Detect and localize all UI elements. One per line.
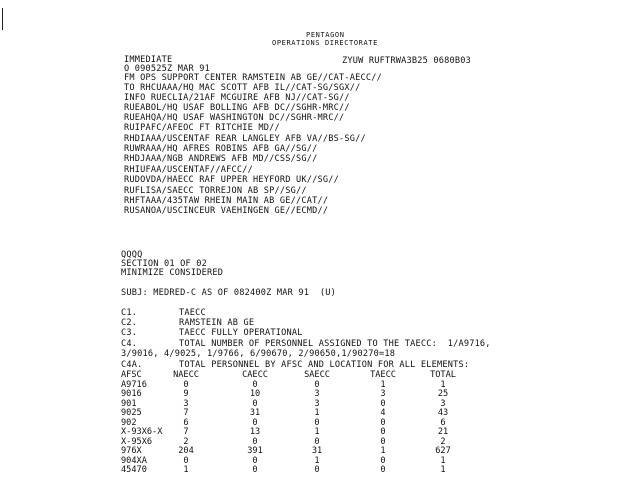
table-cell: 0	[252, 379, 258, 390]
table-cell: 627	[435, 446, 451, 456]
address-line: RUIPAFC/AFEOC FT RITCHIE MD//	[124, 123, 280, 133]
table-cell: 0	[380, 465, 386, 475]
address-line: RUSANOA/USCINCEUR VAEHINGEN GE//ECMD//	[124, 206, 329, 216]
table-header-cell: TAECC	[370, 370, 396, 380]
table-cell: 901	[121, 398, 137, 409]
table-cell: 0	[252, 417, 258, 428]
table-cell: 2	[440, 436, 446, 447]
table-cell: A9716	[121, 379, 147, 390]
table-row	[121, 457, 541, 465]
address-line: INFO RUECLIA/21AF MCGUIRE AFB NJ//CAT-SG//	[124, 93, 350, 103]
address-line: TO RHCUAAA/HQ MAC SCOTT AFB IL//CAT-SG/SGX//	[124, 83, 361, 93]
address-line: RHFTAAA/435TAW RHEIN MAIN AB GE//CAT//	[124, 196, 329, 206]
table-cell: 3	[314, 398, 320, 409]
table-row	[121, 466, 541, 474]
table-cell: 0	[252, 398, 258, 409]
table-cell: X-95X6	[121, 436, 153, 447]
table-cell: 0	[380, 427, 386, 437]
item-text-continued: 3/9016, 4/9025, 1/9766, 6/90670, 2/90650,1/90270=18	[121, 349, 396, 359]
table-cell: 2	[183, 436, 189, 447]
table-row	[121, 428, 541, 436]
table-cell: 6	[440, 417, 446, 428]
table-header-cell: SAECC	[304, 370, 330, 380]
table-cell: 31	[311, 446, 323, 456]
table-cell: 0	[380, 398, 386, 409]
routing-line: ZYUW RUFTRWA3B25 0680B03	[342, 56, 471, 66]
table-cell: 1	[440, 379, 446, 390]
table-cell: 0	[314, 465, 320, 475]
item-code: C4A.	[121, 360, 143, 370]
address-line: RUWRAAA/HQ AFRES ROBINS AFB GA//SG//	[124, 144, 318, 154]
directorate-name: OPERATIONS DIRECTORATE	[272, 39, 378, 47]
address-line: RHDIAAA/USCENTAF REAR LANGLEY AFB VA//BS-SG//	[124, 134, 366, 144]
table-cell: 0	[183, 379, 189, 390]
address-line: RUEABOL/HQ USAF BOLLING AFB DC//SGHR-MRC//	[124, 103, 350, 113]
table-cell: 902	[121, 417, 137, 428]
address-line: FM OPS SUPPORT CENTER RAMSTEIN AB GE//CAT-AECC//	[124, 73, 382, 83]
table-cell: 904XA	[121, 455, 147, 466]
table-cell: 391	[247, 446, 263, 456]
table-cell: 9025	[121, 408, 142, 418]
table-cell: 1	[314, 408, 320, 418]
table-header-row	[121, 371, 541, 379]
section-line: SECTION 01 OF 02	[121, 259, 207, 269]
table-header-cell: NAECC	[173, 370, 199, 380]
table-cell: 1	[380, 446, 386, 456]
table-row	[121, 447, 541, 455]
item-code: C2.	[121, 318, 138, 328]
item-text: TAECC	[179, 308, 206, 318]
table-cell: 3	[314, 389, 320, 399]
table-cell: 3	[440, 398, 446, 409]
table-cell: 7	[183, 408, 189, 418]
table-cell: 6	[183, 417, 189, 428]
item-code: C1.	[121, 308, 138, 318]
table-cell: 45470	[121, 465, 147, 475]
item-code: C3.	[121, 328, 138, 338]
table-cell: 0	[252, 436, 258, 447]
table-row	[121, 381, 541, 389]
table-cell: 31	[249, 408, 261, 418]
item-text: RAMSTEIN AB GE	[179, 318, 255, 328]
item-text: TOTAL NUMBER OF PERSONNEL ASSIGNED TO THE TAECC: 1/A9716,	[179, 339, 491, 349]
table-cell: 9	[183, 389, 189, 399]
table-cell: 1	[440, 465, 446, 475]
item-code: C4.	[121, 339, 138, 349]
table-cell: 1	[440, 455, 446, 466]
table-cell: 0	[380, 455, 386, 466]
address-line: RUFLISA/SAECC TORREJON AB SP//SG//	[124, 186, 307, 196]
agency-name: PENTAGON	[306, 31, 345, 39]
table-cell: 0	[183, 455, 189, 466]
precedence: IMMEDIATE	[124, 55, 173, 65]
table-cell: 0	[314, 379, 320, 390]
address-line: RUEAHQA/HQ USAF WASHINGTON DC//SGHR-MRC//	[124, 113, 345, 123]
table-cell: 21	[437, 427, 449, 437]
table-cell: 9016	[121, 389, 142, 399]
item-text: TOTAL PERSONNEL BY AFSC AND LOCATION FOR ALL ELEMENTS:	[179, 360, 470, 370]
item-text: TAECC FULLY OPERATIONAL	[179, 328, 303, 338]
address-line: RHDJAAA/NGB ANDREWS AFB MD//CSS/SG//	[124, 154, 318, 164]
break-marker: QQQQ	[121, 250, 143, 260]
table-cell: 10	[249, 389, 261, 399]
table-cell: 3	[183, 398, 189, 409]
table-cell: 976X	[121, 446, 142, 456]
table-cell: X-93X6-X	[121, 427, 163, 437]
table-header-cell: CAECC	[242, 370, 268, 380]
scan-edge-mark	[2, 8, 3, 30]
table-cell: 0	[252, 455, 258, 466]
table-header-cell: AFSC	[121, 370, 142, 380]
table-cell: 0	[380, 417, 386, 428]
table-cell: 204	[178, 446, 194, 456]
table-cell: 0	[252, 465, 258, 475]
subject-line: SUBJ: MEDRED-C AS OF 082400Z MAR 91 (U)	[121, 288, 336, 298]
table-cell: 1	[314, 427, 320, 437]
table-cell: 13	[249, 427, 261, 437]
table-row	[121, 438, 541, 446]
address-line: RUDOVDA/HAECC RAF UPPER HEYFORD UK//SG//	[124, 175, 339, 185]
table-row	[121, 390, 541, 398]
date-time-group: O 090525Z MAR 91	[124, 64, 210, 74]
table-cell: 7	[183, 427, 189, 437]
table-cell: 1	[183, 465, 189, 475]
address-line: RHIUFAA/USCENTAF//AFCC//	[124, 165, 253, 175]
table-header-cell: TOTAL	[430, 370, 456, 380]
table-cell: 43	[437, 408, 449, 418]
table-cell: 25	[437, 389, 449, 399]
table-cell: 0	[314, 417, 320, 428]
table-row	[121, 400, 541, 408]
minimize-line: MINIMIZE CONSIDERED	[121, 268, 224, 278]
table-cell: 1	[380, 379, 386, 390]
table-cell: 0	[314, 436, 320, 447]
table-cell: 0	[380, 436, 386, 447]
table-cell: 4	[380, 408, 386, 418]
table-cell: 1	[314, 455, 320, 466]
table-row	[121, 409, 541, 417]
table-cell: 3	[380, 389, 386, 399]
table-row	[121, 419, 541, 427]
